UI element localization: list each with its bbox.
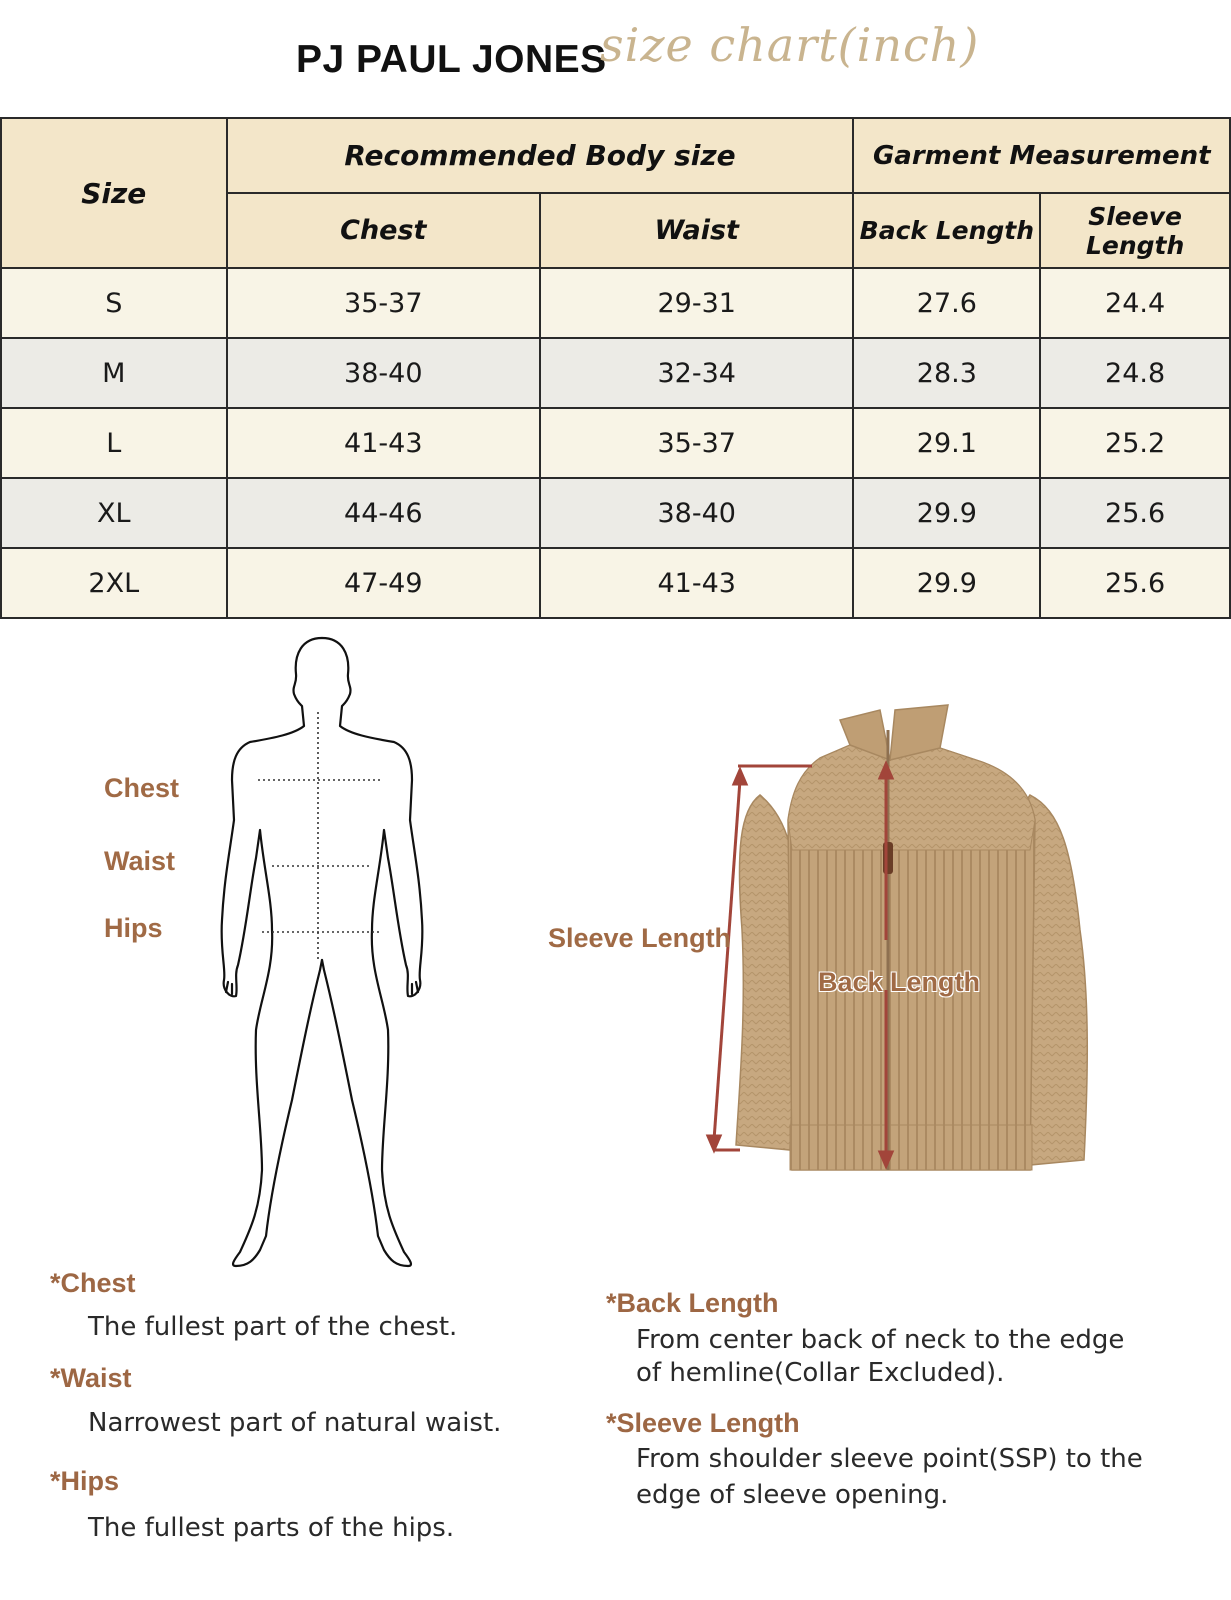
- back-length-label: Back Length: [818, 967, 981, 997]
- table-row: [1, 478, 1230, 548]
- waist-cell: 35-37: [540, 408, 853, 478]
- waist-definition-text: Narrowest part of natural waist.: [88, 1408, 502, 1438]
- table-row: [1, 268, 1230, 338]
- back-length-cell: 27.6: [853, 268, 1040, 338]
- waist-cell: 32-34: [540, 338, 853, 408]
- waist-column-header: Waist: [540, 193, 853, 268]
- back-length-cell: 29.1: [853, 408, 1040, 478]
- sleeve-length-definition-line2: edge of sleeve opening.: [636, 1480, 949, 1510]
- back-length-cell: 29.9: [853, 478, 1040, 548]
- chest-cell: 44-46: [227, 478, 540, 548]
- back-length-definition-line2: of hemline(Collar Excluded).: [636, 1358, 1005, 1388]
- brand-name: PJ PAUL JONES: [296, 38, 607, 81]
- table-row: [1, 338, 1230, 408]
- hips-definition-title: *Hips: [50, 1466, 120, 1496]
- body-outline-illustration: [210, 630, 440, 1290]
- chest-cell: 35-37: [227, 268, 540, 338]
- back-length-cell: 29.9: [853, 548, 1040, 618]
- sleeve-length-label: Sleeve Length: [548, 923, 732, 953]
- sweater-illustration: [700, 700, 1120, 1190]
- waist-label: Waist: [104, 846, 176, 876]
- size-cell: XL: [1, 478, 227, 548]
- waist-cell: 38-40: [540, 478, 853, 548]
- size-table: [0, 117, 1231, 619]
- waist-definition-title: *Waist: [50, 1363, 132, 1393]
- sleeve-length-cell: 25.6: [1040, 478, 1230, 548]
- table-row: [1, 548, 1230, 618]
- garment-group-header: Garment Measurement: [853, 118, 1230, 193]
- sleeve-length-cell: 25.6: [1040, 548, 1230, 618]
- size-cell: L: [1, 408, 227, 478]
- chest-cell: 41-43: [227, 408, 540, 478]
- chest-column-header: Chest: [227, 193, 540, 268]
- table-row: [1, 408, 1230, 478]
- size-cell: 2XL: [1, 548, 227, 618]
- hips-definition-text: The fullest parts of the hips.: [88, 1513, 455, 1543]
- waist-cell: 41-43: [540, 548, 853, 618]
- back-length-column-header: Back Length: [853, 193, 1040, 268]
- chest-cell: 47-49: [227, 548, 540, 618]
- size-column-header: Size: [1, 118, 227, 268]
- back-length-definition-line1: From center back of neck to the edge: [636, 1325, 1125, 1355]
- size-chart-title: size chart(inch): [600, 18, 980, 72]
- sleeve-length-definition-title: *Sleeve Length: [606, 1408, 800, 1438]
- chest-definition-title: *Chest: [50, 1268, 136, 1298]
- sleeve-length-column-header: Sleeve Length: [1040, 193, 1230, 268]
- waist-cell: 29-31: [540, 268, 853, 338]
- size-cell: M: [1, 338, 227, 408]
- sleeve-length-cell: 24.4: [1040, 268, 1230, 338]
- chest-cell: 38-40: [227, 338, 540, 408]
- sleeve-length-cell: 24.8: [1040, 338, 1230, 408]
- back-length-definition-title: *Back Length: [606, 1288, 779, 1318]
- hips-label: Hips: [104, 913, 163, 943]
- sleeve-length-cell: 25.2: [1040, 408, 1230, 478]
- sleeve-length-definition-line1: From shoulder sleeve point(SSP) to the: [636, 1444, 1143, 1474]
- body-size-group-header: Recommended Body size: [227, 118, 854, 193]
- chest-definition-text: The fullest part of the chest.: [88, 1312, 458, 1342]
- back-length-cell: 28.3: [853, 338, 1040, 408]
- size-cell: S: [1, 268, 227, 338]
- chest-label: Chest: [104, 773, 180, 803]
